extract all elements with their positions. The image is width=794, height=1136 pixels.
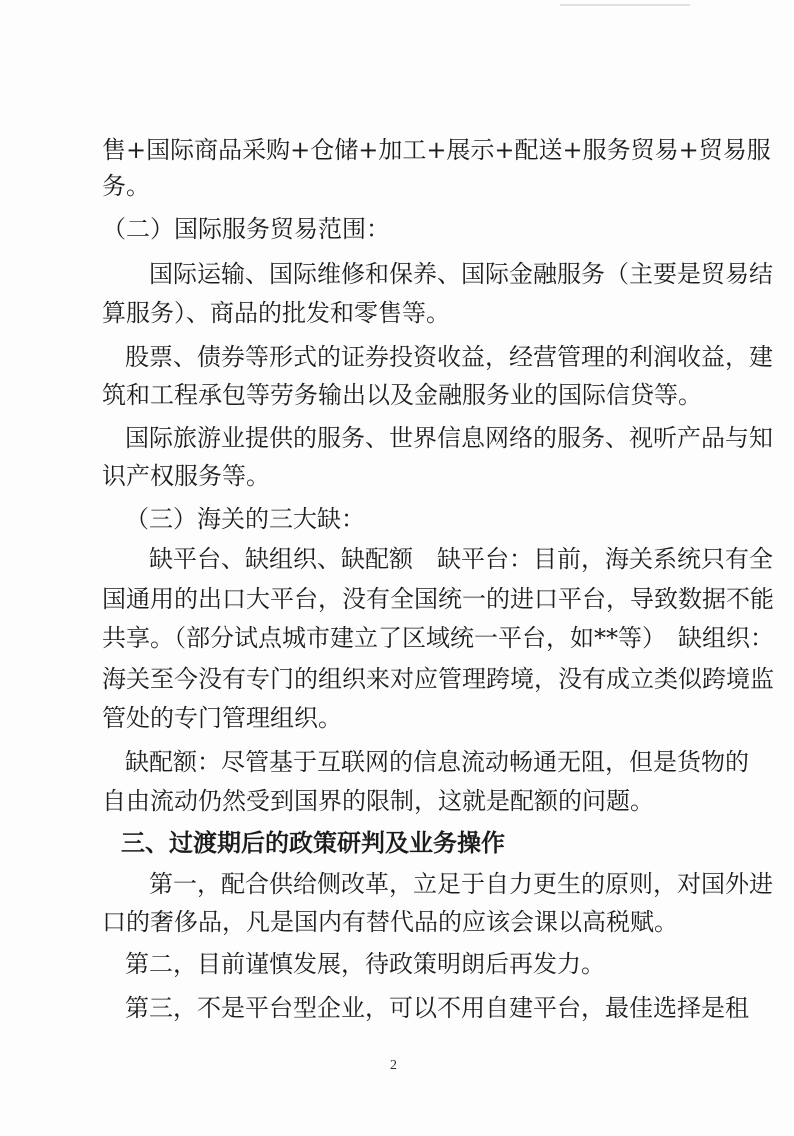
paragraph-line: 口的奢侈品，凡是国内有替代品的应该会课以高税赋。 (102, 908, 678, 936)
paragraph-line: 务。 (102, 172, 150, 200)
paragraph-line: 国通用的出口大平台，没有全国统一的进口平台，导致数据不能 (102, 585, 774, 613)
section-heading: （二）国际服务贸易范围： (102, 215, 390, 243)
scan-artifact (560, 4, 690, 6)
main-heading: 三、过渡期后的政策研判及业务操作 (121, 829, 505, 857)
paragraph-line: 筑和工程承包等劳务输出以及金融服务业的国际信贷等。 (102, 381, 702, 409)
paragraph-line: 共享。（部分试点城市建立了区域统一平台，如**等） 缺组织： (102, 624, 774, 652)
paragraph-line: 售+国际商品采购+仓储+加工+展示+配送+服务贸易+贸易服 (102, 136, 771, 164)
paragraph-line: 自由流动仍然受到国界的限制，这就是配额的问题。 (102, 787, 654, 815)
paragraph-line: 海关至今没有专门的组织来对应管理跨境，没有成立类似跨境监 (102, 665, 774, 693)
paragraph-line: 缺配额：尽管基于互联网的信息流动畅通无阻，但是货物的 (125, 748, 749, 776)
paragraph-line: 识产权服务等。 (102, 462, 270, 490)
paragraph-line: 第三，不是平台型企业，可以不用自建平台，最佳选择是租 (125, 994, 749, 1022)
paragraph-line: 国际运输、国际维修和保养、国际金融服务（主要是贸易结 (149, 260, 773, 288)
paragraph-line: 管处的专门管理组织。 (102, 704, 342, 732)
paragraph-line: 第二，目前谨慎发展，待政策明朗后再发力。 (125, 950, 605, 978)
paragraph-line: 第一，配合供给侧改革，立足于自力更生的原则，对国外进 (149, 870, 773, 898)
section-heading: （三）海关的三大缺： (125, 505, 365, 533)
paragraph-line: 算服务）、商品的批发和零售等。 (102, 299, 450, 327)
paragraph-line: 国际旅游业提供的服务、世界信息网络的服务、视听产品与知 (125, 424, 773, 452)
paragraph-line: 缺平台、缺组织、缺配额 缺平台：目前，海关系统只有全 (149, 545, 773, 573)
page-number: 2 (390, 1058, 397, 1073)
paragraph-line: 股票、债券等形式的证券投资收益，经营管理的利润收益，建 (125, 343, 773, 371)
